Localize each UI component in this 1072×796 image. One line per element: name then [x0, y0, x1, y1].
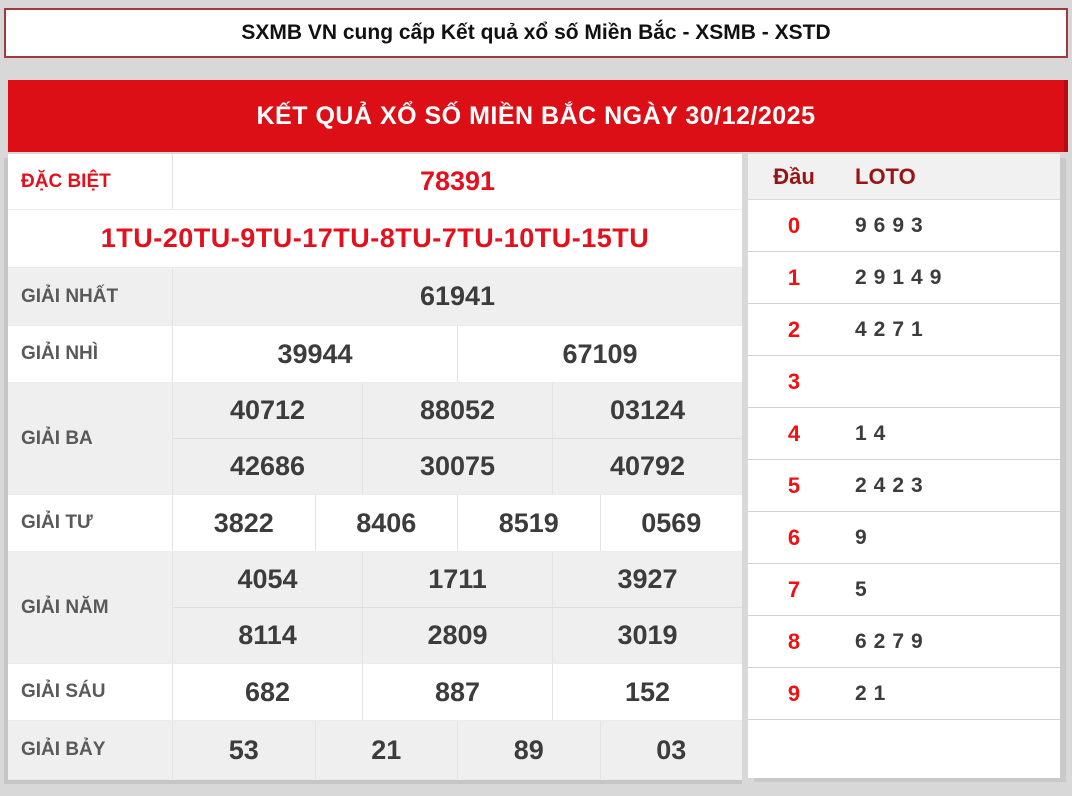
prize-value: 30075 [362, 439, 552, 494]
loto-empty-row [748, 720, 1060, 778]
loto-header [748, 154, 1060, 200]
loto-row-6 [748, 512, 1060, 564]
loto-dau: 1 [787, 264, 801, 290]
tu-codes-text: 1TU-20TU-9TU-17TU-8TU-7TU-10TU-15TU [100, 223, 650, 253]
prize-value: 887 [362, 664, 552, 720]
row-giai-tu [8, 495, 742, 552]
prize-label-giai-nam: GIẢI NĂM [8, 552, 173, 663]
row-giai-sau [8, 664, 742, 721]
loto-row-9 [748, 668, 1060, 720]
loto-dau: 2 [787, 316, 801, 342]
row-tu-codes [8, 210, 742, 268]
loto-value: 6279 [855, 629, 930, 653]
loto-dau: 7 [787, 576, 801, 602]
prize-value: 67109 [457, 326, 742, 382]
prize-value: 53 [228, 734, 259, 765]
page-title: KẾT QUẢ XỔ SỐ MIỀN BẮC NGÀY 30/12/2025 [256, 101, 816, 130]
loto-header-dau: Đầu [773, 163, 815, 189]
prize-label-giai-tu: GIẢI TƯ [8, 495, 173, 551]
loto-dau: 9 [787, 680, 801, 706]
loto-row-1 [748, 252, 1060, 304]
prize-label-giai-nhat: GIẢI NHẤT [8, 268, 173, 325]
row-giai-bay [8, 721, 742, 780]
loto-dau: 6 [787, 524, 801, 550]
loto-panel [748, 154, 1060, 778]
prize-value: 152 [552, 664, 742, 720]
loto-value: 21 [855, 681, 893, 705]
prize-value: 2809 [362, 608, 552, 663]
loto-row-4 [748, 408, 1060, 460]
loto-value: 2423 [855, 473, 930, 497]
loto-dau: 8 [787, 628, 801, 654]
row-giai-nhi [8, 326, 742, 383]
loto-value: 5 [855, 577, 874, 601]
prize-value: 40792 [552, 439, 742, 494]
prize-value: 3822 [213, 507, 274, 538]
prize-value: 1711 [362, 552, 552, 607]
loto-value: 4271 [855, 317, 930, 341]
loto-value: 29149 [855, 265, 949, 289]
prize-value: 682 [244, 676, 291, 707]
prize-value: 39944 [277, 338, 353, 369]
prize-value: 03 [600, 721, 743, 779]
prize-value-dac-biet: 78391 [419, 166, 496, 196]
prize-label-giai-sau: GIẢI SÁU [8, 664, 173, 720]
loto-row-0 [748, 200, 1060, 252]
prize-value: 89 [457, 721, 600, 779]
prize-value: 0569 [600, 495, 743, 551]
prize-value: 4054 [237, 564, 298, 594]
results-table [8, 154, 742, 780]
loto-dau: 0 [787, 212, 801, 238]
page-title-bar [8, 80, 1064, 152]
loto-dau: 4 [787, 420, 801, 446]
prize-value: 88052 [362, 383, 552, 438]
row-giai-nam [8, 552, 742, 664]
row-giai-ba [8, 383, 742, 495]
row-giai-nhat [8, 268, 742, 326]
prize-value: 03124 [552, 383, 742, 438]
site-banner-text: SXMB VN cung cấp Kết quả xổ số Miền Bắc - XSMB - XSTD [241, 21, 831, 44]
loto-row-8 [748, 616, 1060, 668]
loto-row-5 [748, 460, 1060, 512]
loto-value: 9693 [855, 213, 930, 237]
prize-label-giai-bay: GIẢI BẢY [8, 721, 173, 779]
prize-label-giai-nhi: GIẢI NHÌ [8, 326, 173, 382]
prize-value: 8519 [457, 495, 600, 551]
prize-value: 42686 [229, 451, 306, 481]
prize-value: 8114 [238, 620, 297, 650]
site-banner [4, 8, 1068, 58]
loto-value: 14 [855, 421, 893, 445]
loto-row-7 [748, 564, 1060, 616]
loto-dau: 5 [787, 472, 801, 498]
prize-label-dac-biet: ĐẶC BIỆT [8, 154, 173, 209]
loto-header-loto: LOTO [855, 163, 916, 189]
prize-value: 21 [315, 721, 458, 779]
prize-value: 3927 [552, 552, 742, 607]
prize-value: 8406 [315, 495, 458, 551]
prize-value: 40712 [229, 395, 306, 425]
prize-value: 61941 [419, 281, 496, 311]
loto-row-3 [748, 356, 1060, 408]
prize-value: 3019 [552, 608, 742, 663]
loto-row-2 [748, 304, 1060, 356]
loto-value: 9 [855, 525, 874, 549]
row-dac-biet [8, 154, 742, 210]
loto-dau: 3 [787, 368, 801, 394]
prize-label-giai-ba: GIẢI BA [8, 383, 173, 494]
